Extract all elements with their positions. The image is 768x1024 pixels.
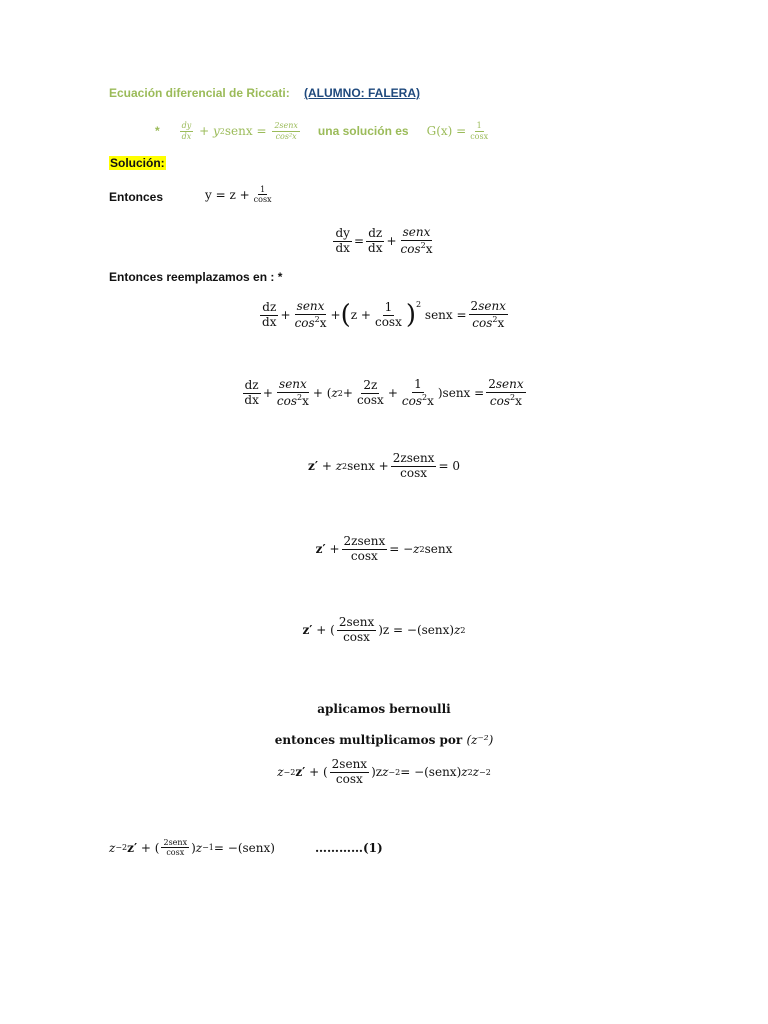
step-label-entonces: Entonces: [109, 190, 164, 204]
final-equation: z −2 z′ + ( $\frac{\text{2senx}}{\cos x}$ ) z −1 = −(senx) …………(1): [109, 838, 383, 858]
equation-reference: …………(1): [314, 840, 383, 855]
replace-label: Entonces reemplazamos en : *: [109, 270, 283, 284]
expanded-equation: $\frac{dz}{dx}$ + $\frac{\text{senx}}{\cos^2x}$ + ( z 2 + $\frac{2z}{\cos x}$ + $\frac{1}{\cos^2x}$ )senx = $\frac{\text{2senx}}{\cos^2x}$: [244, 377, 524, 408]
student-name: (ALUMNO: FALERA): [304, 86, 420, 100]
title-text: Ecuación diferencial de Riccati:: [109, 86, 290, 100]
substitution-equation: y = z + $\frac{1}{\cos x}$: [205, 185, 272, 205]
substituted-equation: $\frac{dz}{dx}$ + $\frac{\text{senx}}{\cos^2x}$ + ( z + $\frac{1}{\cos x}$ ) $^2$ senx = $\frac{\text{2senx}}{\cos^2x}$: [262, 299, 506, 331]
bernoulli-note: aplicamos bernoulli: [317, 702, 451, 716]
derivative-equation: $\frac{dy}{dx}$ = $\frac{dz}{dx}$ + $\frac{\text{senx}}{\cos^2x}$: [335, 225, 433, 256]
problem-statement: [155, 118, 492, 144]
document-title: [109, 86, 290, 100]
bernoulli-form: z′ + $\frac{\text{2zsenx}}{\cos x}$ = − z 2 senx: [315, 534, 453, 563]
multiply-note: entonces multiplicamos por (z⁻²): [274, 733, 494, 747]
solution-phrase: una solución es: [317, 124, 409, 138]
riccati-equation: $\frac{dy}{dx}$ + y 2 senx = $\frac{\text{2senx}}{\text{cos²x}}$: [181, 121, 298, 141]
equation-marker: *: [155, 124, 160, 138]
solution-label: Solución:: [110, 156, 165, 170]
particular-solution: G(x) = $\frac{1}{\cos x}$: [426, 121, 489, 141]
reduced-equation: z′ + z 2 senx + $\frac{\text{2zsenx}}{\cos x}$ = 0: [308, 451, 460, 480]
multiplied-equation: z −2 z′ + ( $\frac{\text{2senx}}{\cos x}$ )z z −2 = −(senx) z 2 z −2: [277, 757, 491, 786]
bernoulli-standard-form: z′ + ( $\frac{\text{2senx}}{\cos x}$ )z = −(senx) z 2: [302, 615, 466, 644]
